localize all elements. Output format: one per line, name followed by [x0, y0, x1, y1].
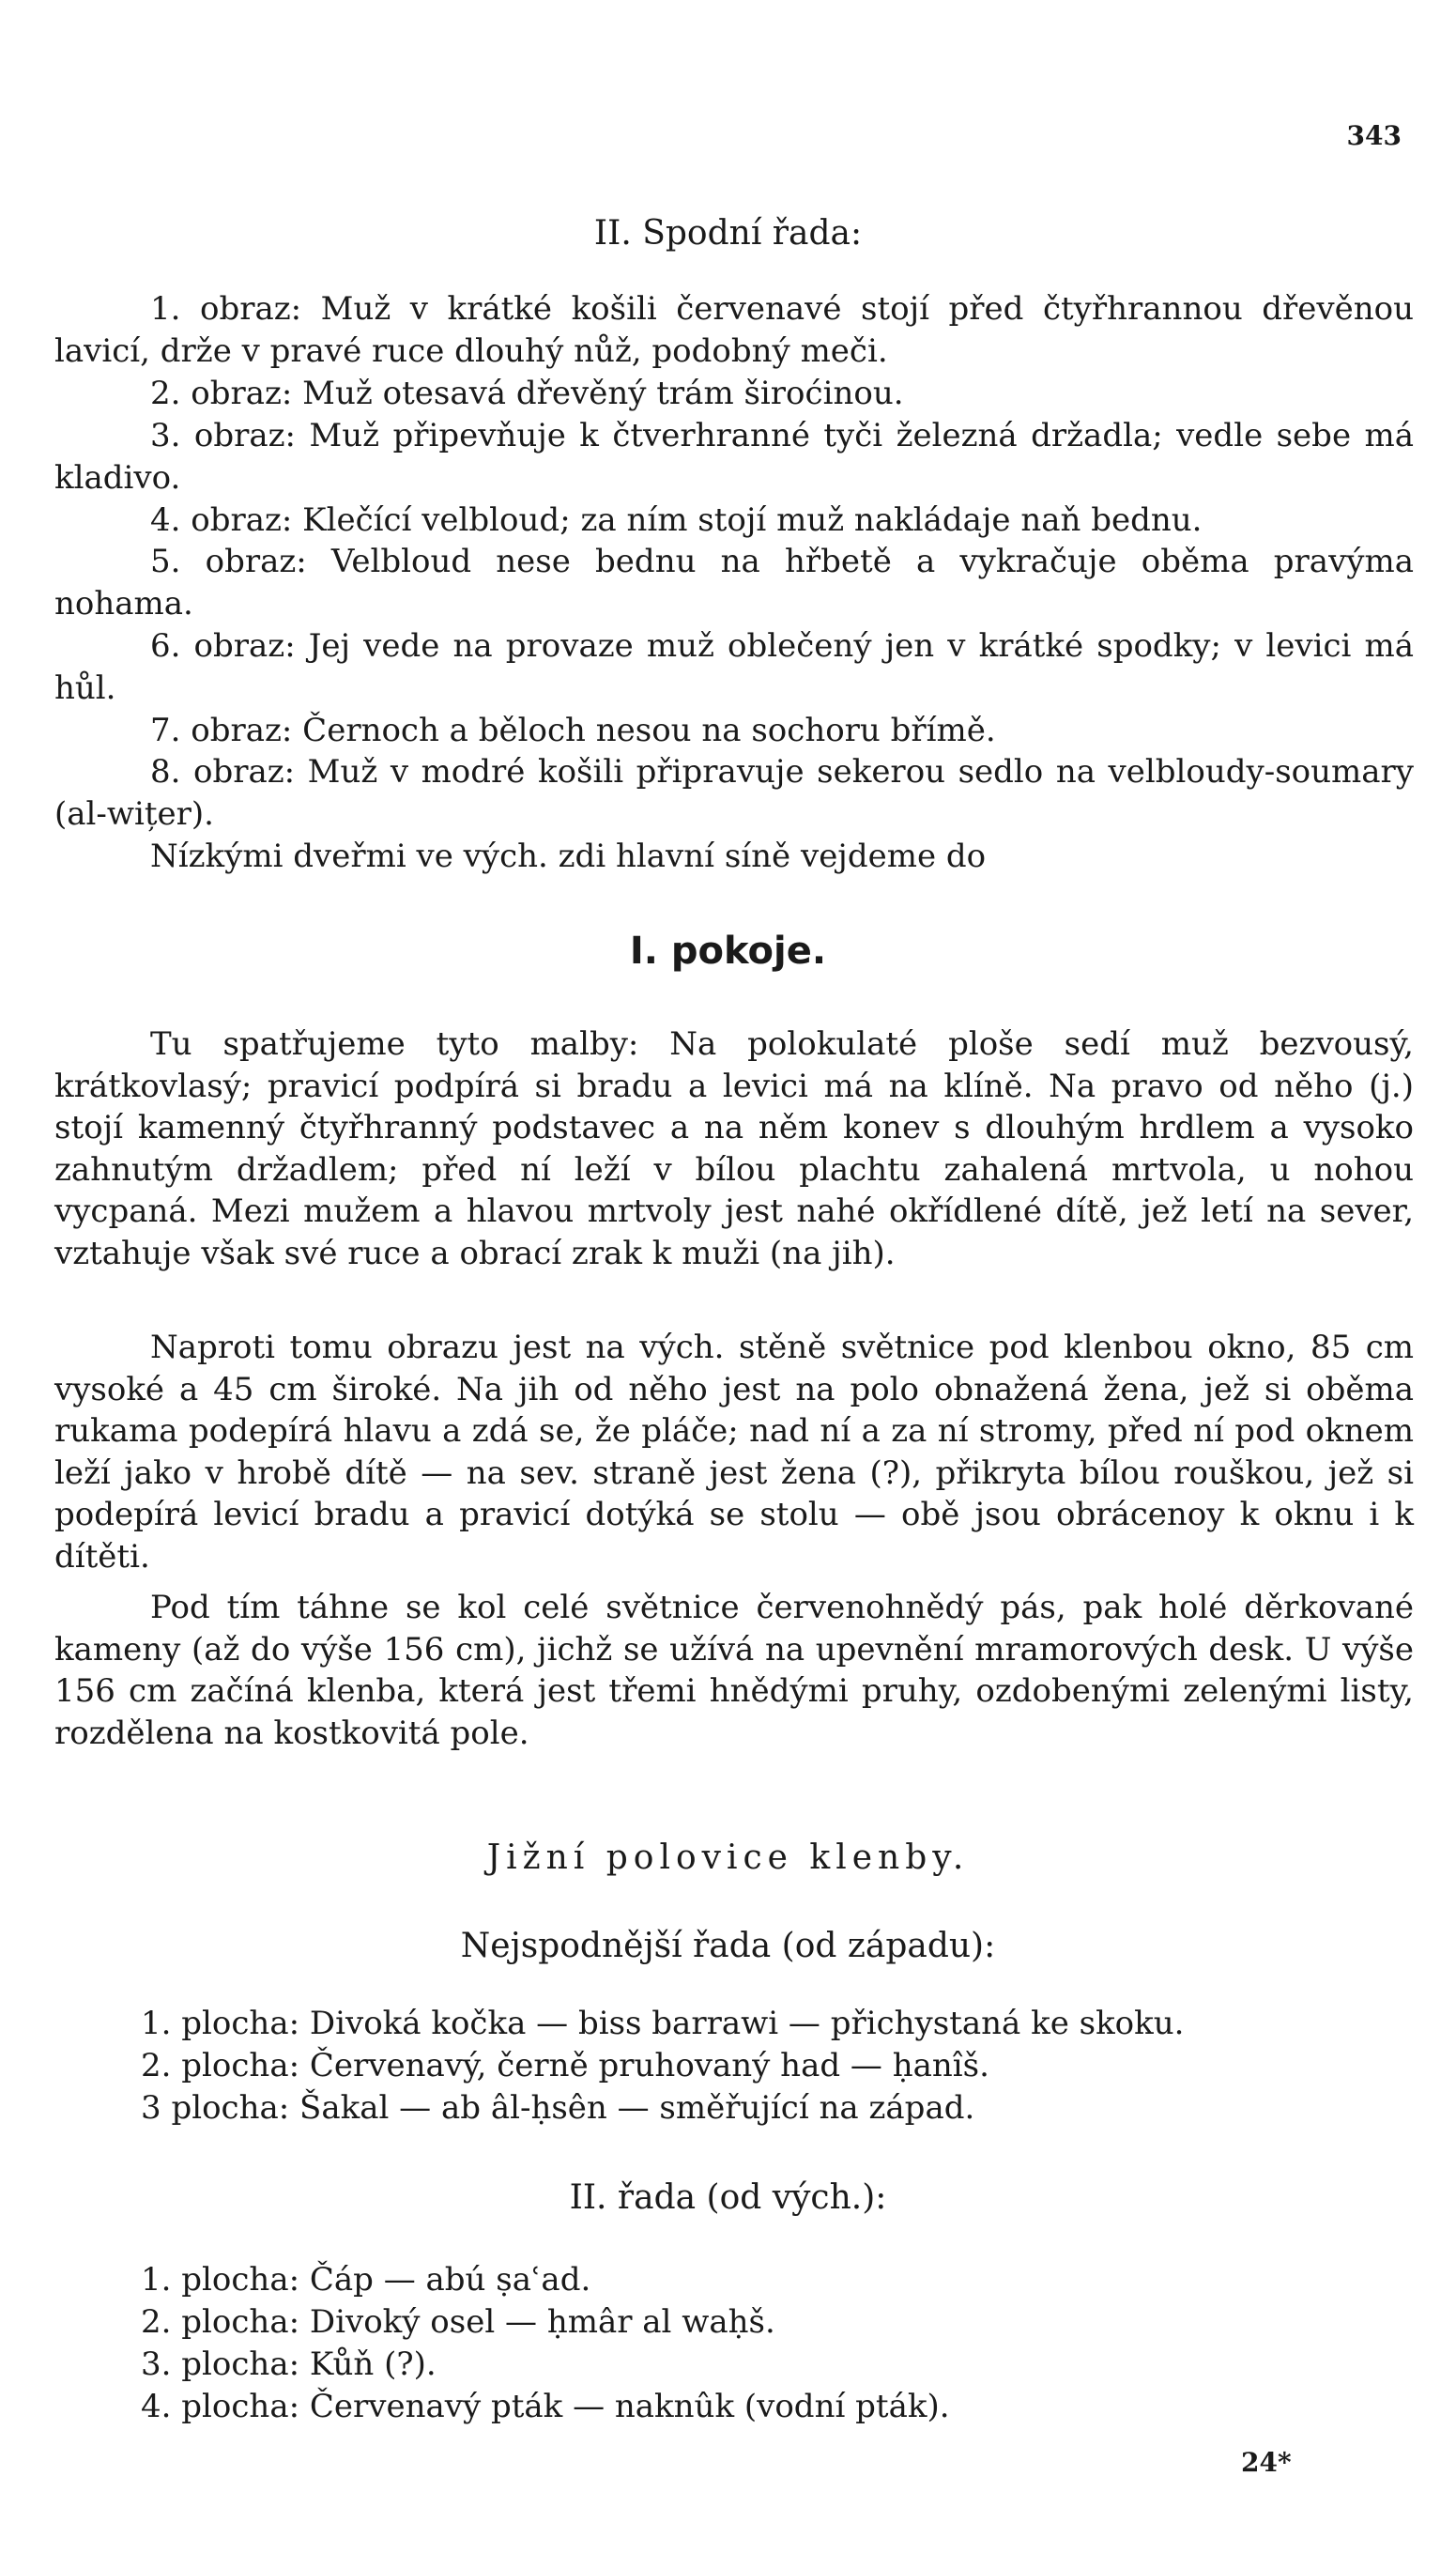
item-number: 2.: [141, 2303, 172, 2341]
transition-text: Nízkými dveřmi ve vých. zdi hlavní síně vejdeme do: [150, 838, 987, 875]
page-number: 343: [1346, 120, 1402, 151]
lowest-row-heading: Nejspodnější řada (od západu):: [460, 1927, 996, 1965]
item-label: plocha:: [181, 2345, 300, 2383]
item-number: 1.: [141, 2261, 172, 2299]
item-text: Červenavý, černě pruhovaný had — ḥanîš.: [309, 2047, 989, 2084]
vault-heading: Jižní polovice klenby.: [486, 1838, 970, 1877]
list-item: [141, 2303, 775, 2341]
list-item: 8. obraz: Muž v modré košili připravuje sekerou sedlo na velbloudy-soumary (al-wițer).: [54, 753, 1414, 833]
list-item: 2. obraz: Muž otesavá dřevěný trám široćinou.: [150, 375, 904, 412]
list-item: [141, 2089, 974, 2127]
list-item: [141, 2345, 437, 2383]
item-text: Čáp — abú ṣaʿad.: [309, 2261, 591, 2299]
item-text: Kůň (?).: [309, 2345, 437, 2383]
item-number: 4.: [141, 2388, 172, 2425]
item-text: Divoký osel — ḥmâr al waḥš.: [309, 2303, 775, 2341]
item-label: plocha:: [181, 2047, 300, 2084]
item-number: 2.: [141, 2047, 172, 2084]
list-item: [141, 2047, 989, 2084]
list-item: 7. obraz: Černoch a běloch nesou na sochoru břímě.: [150, 712, 996, 749]
item-label: plocha:: [181, 2005, 300, 2042]
paragraph: Naproti tomu obrazu jest na vých. stěně světnice pod klenbou okno, 85 cm vysoké a 45 cm široké. Na jih od něho jest na polo obnažená žena, jež si oběma rukama podepírá hlavu a zdá se, že pláče; nad ní a za ní stromy, před ní pod oknem leží jako v hrobě dítě — na sev. straně jest žena (?), přikryta bílou rouškou, jež si podepírá levicí bradu a pravicí dotýká se stolu — obě jsou obrácenoy k oknu i k dítěti.: [54, 1329, 1414, 1576]
room-heading: I. pokoje.: [629, 930, 827, 973]
item-label: plocha:: [181, 2261, 300, 2299]
signature-mark: 24*: [1241, 2447, 1292, 2478]
paragraph: Tu spatřujeme tyto malby: Na polokulaté ploše sedí muž bezvousý, krátkovlasý; pravicí podpírá si bradu a levici má na klíně. Na pravo od něho (j.) stojí kamenný čtyřhranný podstavec a na něm konev s dlouhým hrdlem a vysoko zahnutým držadlem; před ní leží v bílou plachtu zahalená mrtvola, u nohou vycpaná. Mezi mužem a hlavou mrtvoly jest nahé okřídlené dítě, jež letí na sever, vztahuje však své ruce a obrací zrak k muži (na jih).: [54, 1025, 1414, 1272]
item-text: Šakal — ab âl-ḥsên — směřující na západ.: [299, 2089, 975, 2127]
list-item: [141, 2005, 1184, 2042]
item-number: 3.: [141, 2345, 172, 2383]
item-label: plocha:: [171, 2089, 290, 2127]
item-label: plocha:: [181, 2388, 300, 2425]
list-item: 4. obraz: Klečící velbloud; za ním stojí muž nakládaje naň bednu.: [150, 501, 1203, 539]
lower-row-heading: II. Spodní řada:: [593, 214, 863, 253]
second-row-heading: II. řada (od vých.):: [569, 2178, 887, 2217]
list-item: 6. obraz: Jej vede na provaze muž oblečený jen v krátké spodky; v levici má hůl.: [54, 627, 1414, 707]
item-text: Červenavý pták — naknûk (vodní pták).: [309, 2388, 950, 2425]
item-number: 3: [141, 2089, 161, 2127]
item-text: Divoká kočka — biss barrawi — přichystaná ke skoku.: [309, 2005, 1185, 2042]
item-label: plocha:: [181, 2303, 300, 2341]
list-item: [141, 2388, 950, 2425]
list-item: 3. obraz: Muž připevňuje k čtverhranné tyči železná držadla; vedle sebe má kladivo.: [54, 417, 1414, 497]
paragraph: Pod tím táhne se kol celé světnice červenohnědý pás, pak holé děrkované kameny (až do výše 156 cm), jichž se užívá na upevnění mramorových desk. U výše 156 cm začíná klenba, která jest třemi hnědými pruhy, ozdobenými zelenými listy, rozdělena na kostkovitá pole.: [54, 1589, 1414, 1752]
list-item: 1. obraz: Muž v krátké košili červenavé stojí před čtyřhrannou dřevěnou lavicí, drže v pravé ruce dlouhý nůž, podobný meči.: [54, 290, 1414, 370]
item-number: 1.: [141, 2005, 172, 2042]
list-item: [141, 2261, 590, 2299]
list-item: 5. obraz: Velbloud nese bednu na hřbetě a vykračuje oběma pravýma nohama.: [54, 543, 1414, 623]
